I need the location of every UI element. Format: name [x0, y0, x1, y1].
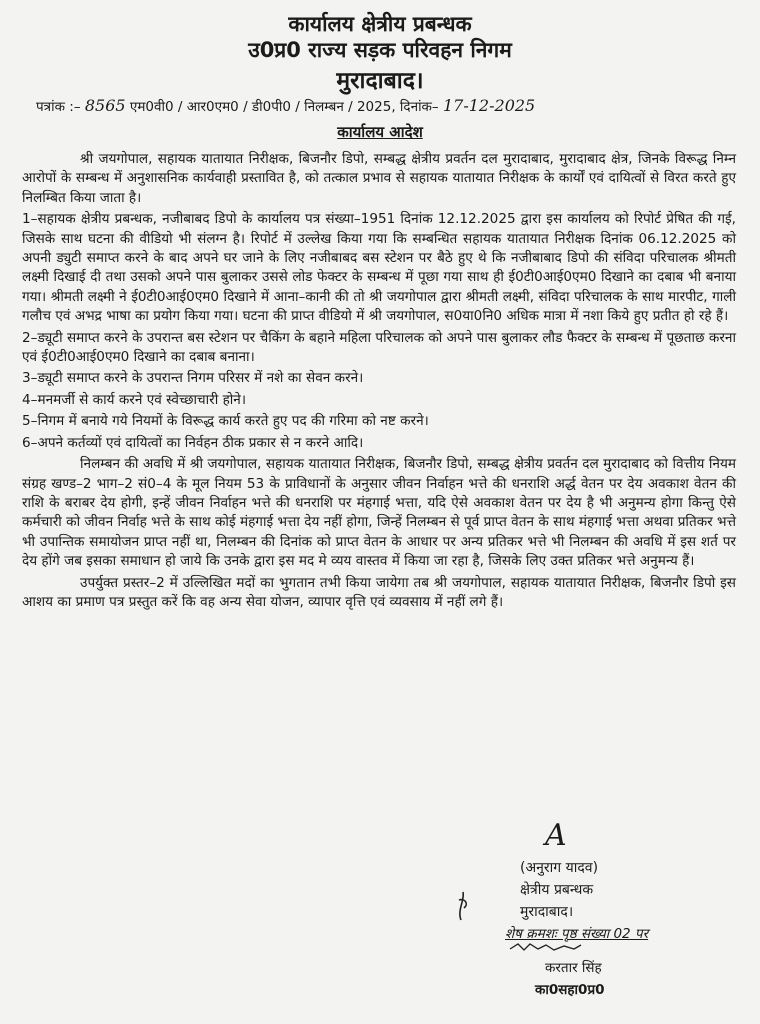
ref-code: एम0वी0 / आर0एम0 / डी0पी0 / निलम्बन / 2025,	[129, 99, 396, 115]
office-title: कार्यालय क्षेत्रीय प्रबन्धक	[288, 12, 472, 36]
reference-line	[36, 96, 535, 115]
charge-1: 1–सहायक क्षेत्रीय प्रबन्धक, नजीबाबद डिपो के कार्यालय पत्र संख्या–1951 दिनांक 12.12.2025 द्वारा इस कार्यालय को रिपोर्ट प्रेषित की गई, जिसके साथ घटना की वीडियो भी संलग्न है। रिपोर्ट में उल्लेख किया गया कि सम्बन्धित सहायक यातायात निरीक्षक दिनांक 06.12.2025 को अपनी ड्युटी समाप्त करने के बाद अपने घर जाने के लिए नजीबाबद बस स्टेशन पर बैठे हुए थे कि नजीबाबाद डिपो की संविदा परिचालक श्रीमती लक्ष्मी दिखाई दी तथा उसको अपने पास बुलाकर उससे लोड फेक्टर के सम्बन्ध में पूछा गया साथ ही ई0टी0आई0एम0 दिखाने का दबाब भी बनाया गया। श्रीमती लक्ष्मी ने ई0टी0आई0एम0 दिखाने में आना–कानी की तो श्री जयगोपाल द्वारा श्रीमती लक्ष्मी, संविदा परिचालक के साथ मारपीट, गाली गलौच एवं अभद्र भाषा का प्रयोग किया गया। घटना की प्राप्त वीडियो में श्री जयगोपाल, स0या0नि0 अधिक मात्रा में नशा किये हुए प्रतीत हो रहे हैं।	[22, 211, 736, 325]
clerk-designation: का0सहा0प्र0	[535, 982, 605, 998]
corporation-name: उ0प्र0 राज्य सड़क परिवहन निगम	[248, 38, 512, 62]
signature-mark: A	[545, 818, 567, 853]
clerk-name: करतार सिंह	[545, 960, 602, 976]
signatory-designation: क्षेत्रीय प्रबन्धक	[520, 882, 594, 898]
ref-label: पत्रांक :–	[36, 99, 81, 115]
charge-6: 6–अपने कर्तव्यों एवं दायित्वों का निर्वहन ठीक प्रकार से न करने आदि।	[22, 434, 364, 451]
handwritten-mark-icon	[455, 870, 485, 930]
intro-paragraph: श्री जयगोपाल, सहायक यातायात निरीक्षक, बिजनौर डिपो, सम्बद्ध क्षेत्रीय प्रवर्तन दल मुरादाबाद, मुरादाबाद क्षेत्र, जिनके विरूद्ध निम्न आरोपों के सम्बन्ध में अनुशासनिक कार्यवाही प्रस्तावित है, को तत्काल प्रभाव से सहायक यातायात निरीक्षक के कार्यों एवं दायित्वों से विरत करते हुए निलम्बित किया जाता है।	[22, 151, 736, 206]
order-body	[22, 150, 736, 614]
allowance-paragraph: निलम्बन की अवधि में श्री जयगोपाल, सहायक यातायात निरीक्षक, बिजनौर डिपो, सम्बद्ध क्षेत्रीय प्रवर्तन दल मुरादाबाद को वित्तीय नियम संग्रह खण्ड–2 भाग–2 सं0–4 के मूल नियम 53 के प्राविधानों के अनुसार जीवन निर्वाहन भत्ते की धनराशि अर्द्ध वेतन पर देय अवकाश वेतन की राशि के बराबर देय होगी, इन्हें जीवन निर्वाहन भत्ते की धनराशि पर मंहगाई भत्ता, यदि ऐसे अवकाश वेतन पर देय है भी अनुमन्य होगा किन्तु ऐसे कर्मचारी को जीवन निर्वाह भत्ते के साथ कोई मंहगाई भत्ता देय नहीं होगा, जिन्हें निलम्बन से पूर्व प्राप्त वेतन के साथ मंहगाई भत्ता अथवा प्रतिकर भत्ते भी उपान्तिक समायोजन प्राप्त नहीं था, निलम्बन की दिनांक को प्राप्त वेतन के आधार पर अन्य प्रतिकर भत्ते भी निलम्बन की अवधि में इस शर्त पर देय होंगे जब इसका समाधान हो जाये कि उनके द्वारा इस मद मे व्यय वास्तव में किया जा रहा है, जिसके लिए उक्त प्रतिकर भत्ते अनुमन्य हैं।	[22, 456, 736, 570]
charge-4: 4–मनमर्जी से कार्य करने एवं स्वेच्छाचारी होने।	[22, 391, 247, 408]
ref-number: 8565	[84, 96, 126, 115]
charge-3: 3–ड्यूटी समाप्त करने के उपरान्त निगम परिसर में नशे का सेवन करने।	[22, 370, 364, 387]
initials-scribble-icon	[508, 941, 583, 953]
charge-2: 2–ड्यूटी समाप्त करने के उपरान्त बस स्टेशन पर चैकिंग के बहाने महिला परिचालक को अपने पास बुलाकर लौड फैक्टर के सम्बन्ध में पूछताछ करना एवं ई0टी0आई0एम0 दिखाने का दबाब बनाना।	[22, 329, 736, 366]
city-name: मुरादाबाद।	[336, 68, 424, 94]
signatory-name: (अनुराग यादव)	[520, 860, 599, 876]
continuation-note: शेष क्रमशः पृष्ठ संख्या 02 पर	[505, 926, 649, 942]
signatory-place: मुरादाबाद।	[520, 904, 574, 920]
charge-5: 5–निगम में बनाये गये नियमों के विरूद्ध कार्य करते हुए पद की गरिमा को नष्ट करने।	[22, 413, 429, 430]
order-title: कार्यालय आदेश	[337, 123, 423, 141]
ref-date: 17-12-2025	[442, 96, 536, 115]
date-label: दिनांक–	[399, 99, 439, 115]
certificate-paragraph: उपर्युक्त प्रस्तर–2 में उल्लिखित मदों का भुगतान तभी किया जायेगा तब श्री जयगोपाल, सहायक यातायात निरीक्षक, बिजनौर डिपो इस आशय का प्रमाण पत्र प्रस्तुत करें कि वह अन्य सेवा योजन, व्यापार वृत्ति एवं व्यवसाय में नहीं लगे हैं।	[22, 574, 736, 610]
